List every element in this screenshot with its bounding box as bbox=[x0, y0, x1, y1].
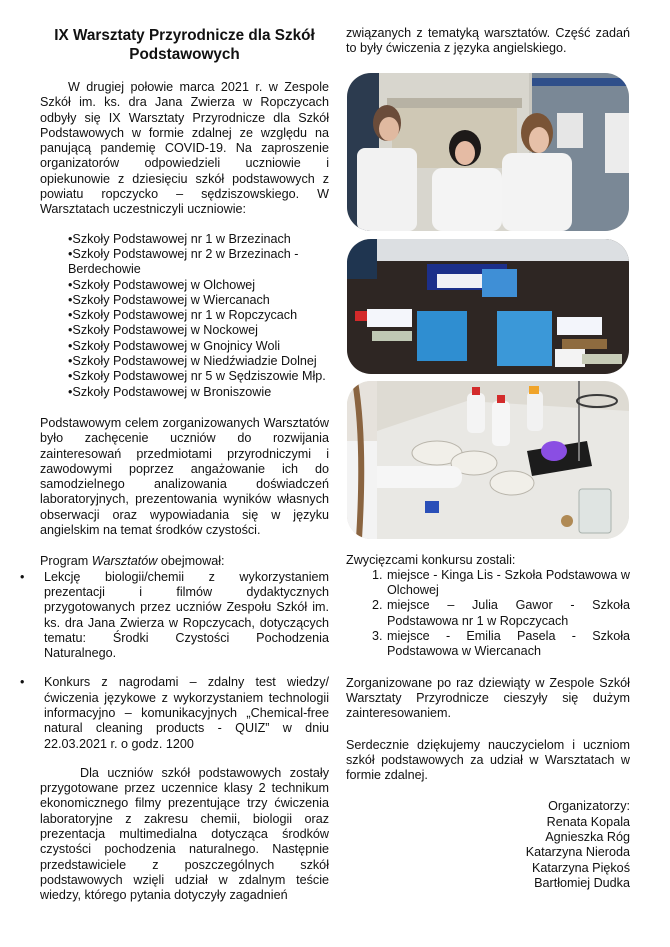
organizers-signature bbox=[346, 799, 630, 891]
winner-rank: 3. bbox=[372, 629, 383, 644]
winner-item bbox=[372, 629, 630, 660]
program-intro-italic: Warsztatów bbox=[91, 554, 158, 569]
organizer-name: Renata Kopala bbox=[546, 814, 630, 829]
organizers-label: Organizatorzy: bbox=[548, 799, 630, 814]
goal-paragraph: Podstawowym celem zorganizowanych Warsztatów było zachęcenie uczniów do rozwijania zainteresowań przedmiotami przyrodniczymi i zawodowymi poprzez angażowanie ich do samodzielnego analizowania doświadczeń laboratoryjnych, prezentowania wyników własnych obserwacji oraz wypowiadania się w języku angielskim na temat środków czystości. bbox=[40, 415, 329, 538]
winner-item bbox=[372, 568, 630, 599]
program-item-text: Lekcję biologii/chemii z wykorzystaniem prezentacji i filmów dydaktycznych przygotowanych przez uczniów Zespołu Szkół im. ks. dra Jana Zwierza w Ropczycach, dotyczących tematu: Środki Czystości Pochodzenia Naturalnego. bbox=[44, 569, 329, 661]
school-item: • Szkoły Podstawowej nr 2 w Brzezinach - Berdechowie bbox=[68, 247, 329, 278]
winner-text: miejsce – Julia Gawor - Szkoła Podstawowa nr 1 w Ropczycach bbox=[387, 598, 630, 628]
photo-students bbox=[347, 73, 629, 231]
program-item bbox=[20, 570, 329, 662]
bullet-icon: • bbox=[20, 569, 25, 584]
right-column bbox=[346, 26, 630, 891]
left-column bbox=[20, 26, 329, 904]
photo-students-image bbox=[347, 73, 629, 231]
program-list bbox=[20, 570, 329, 752]
winners-heading: Zwycięzcami konkursu zostali: bbox=[346, 552, 516, 567]
organizer-name: Katarzyna Nieroda bbox=[525, 845, 630, 860]
photo-prizes-image bbox=[347, 239, 629, 374]
school-item: • Szkoły Podstawowej w Wiercanach bbox=[68, 293, 329, 308]
program-intro bbox=[40, 554, 329, 569]
school-item: • Szkoły Podstawowej nr 1 w Brzezinach bbox=[68, 232, 329, 247]
winners-list bbox=[346, 568, 630, 660]
description-continued: związanych z tematyką warsztatów. Część zadań to były ćwiczenia z języka angielskiego. bbox=[346, 26, 630, 56]
program-intro-text: Program bbox=[40, 554, 92, 569]
organizer-name: Katarzyna Piękoś bbox=[531, 860, 630, 875]
school-item: • Szkoły Podstawowej w Broniszowie bbox=[68, 385, 329, 400]
organizer-name: Bartłomiej Dudka bbox=[534, 875, 630, 890]
program-item bbox=[20, 675, 329, 751]
page-title: IX Warsztaty Przyrodnicze dla Szkół Podstawowych bbox=[54, 27, 315, 63]
summary-paragraph: Zorganizowane po raz dziewiąty w Zespole Szkół Warsztaty Przyrodnicze cieszyły się dużym zainteresowaniem. bbox=[346, 675, 630, 721]
school-item: • Szkoły Podstawowej w Nockowej bbox=[68, 323, 329, 338]
school-item: • Szkoły Podstawowej w Gnojnicy Woli bbox=[68, 339, 329, 354]
school-item: • Szkoły Podstawowej w Niedźwiadzie Dolnej bbox=[68, 354, 329, 369]
school-item: • Szkoły Podstawowej w Olchowej bbox=[68, 278, 329, 293]
photo-experiment bbox=[347, 381, 629, 539]
schools-list bbox=[68, 232, 329, 400]
winner-item bbox=[372, 598, 630, 629]
winner-text: miejsce - Kinga Lis - Szkoła Podstawowa w Olchowej bbox=[387, 567, 630, 598]
photo-experiment-image bbox=[347, 381, 629, 539]
organizer-name: Agnieszka Róg bbox=[545, 830, 630, 845]
intro-paragraph: W drugiej połowie marca 2021 r. w Zespole Szkół im. ks. dra Jana Zwierza w Ropczycach odbyły się IX Warsztaty Przyrodnicze dla Szkół Podstawowych w formie zdalnej ze względu na panującą pandemię COVID-19. Na zaproszenie organizatorów odpowiedzieli uczniowie i opiekunowie z dziesięciu szkół podstawowych z powiatu ropczycko – sędziszowskiego. W Warsztatach uczestniczyli uczniowie: bbox=[40, 80, 329, 217]
winner-rank: 1. bbox=[372, 567, 383, 582]
program-intro-text-end: obejmował: bbox=[157, 554, 225, 569]
school-item: • Szkoły Podstawowej nr 1 w Ropczycach bbox=[68, 308, 329, 323]
bullet-icon: • bbox=[20, 675, 25, 690]
winner-rank: 2. bbox=[372, 598, 383, 613]
description-paragraph: Dla uczniów szkół podstawowych zostały przygotowane przez uczennice klasy 2 technikum ekonomicznego filmy prezentujące trzy ćwiczenia laboratoryjne z zakresu chemii, biologii oraz prezentacja multimedialna dotycząca środków czystości pochodzenia naturalnego. Następnie przedstawiciele z poszczególnych szkół podstawowych wzięli udział w zdalnym teście wiedzy, którego pytania dotyczyły zagadnień bbox=[40, 765, 329, 903]
program-item-text: Konkurs z nagrodami – zdalny test wiedzy/ćwiczenia językowe z wykorzystaniem technologii informacyjno – komunikacyjnych „Chemical-free natural cleaning products - QUIZ” w dniu 22.03.2021 r. o godz. 1200 bbox=[44, 675, 329, 751]
photo-prizes bbox=[347, 239, 629, 374]
winner-text: miejsce - Emilia Pasela - Szkoła Podstawowa w Wiercanach bbox=[387, 629, 630, 659]
thanks-paragraph: Serdecznie dziękujemy nauczycielom i uczniom szkół podstawowych za udział w Warsztatach w formie zdalnej. bbox=[346, 737, 630, 783]
school-item: • Szkoły Podstawowej nr 5 w Sędziszowie Młp. bbox=[68, 369, 329, 384]
